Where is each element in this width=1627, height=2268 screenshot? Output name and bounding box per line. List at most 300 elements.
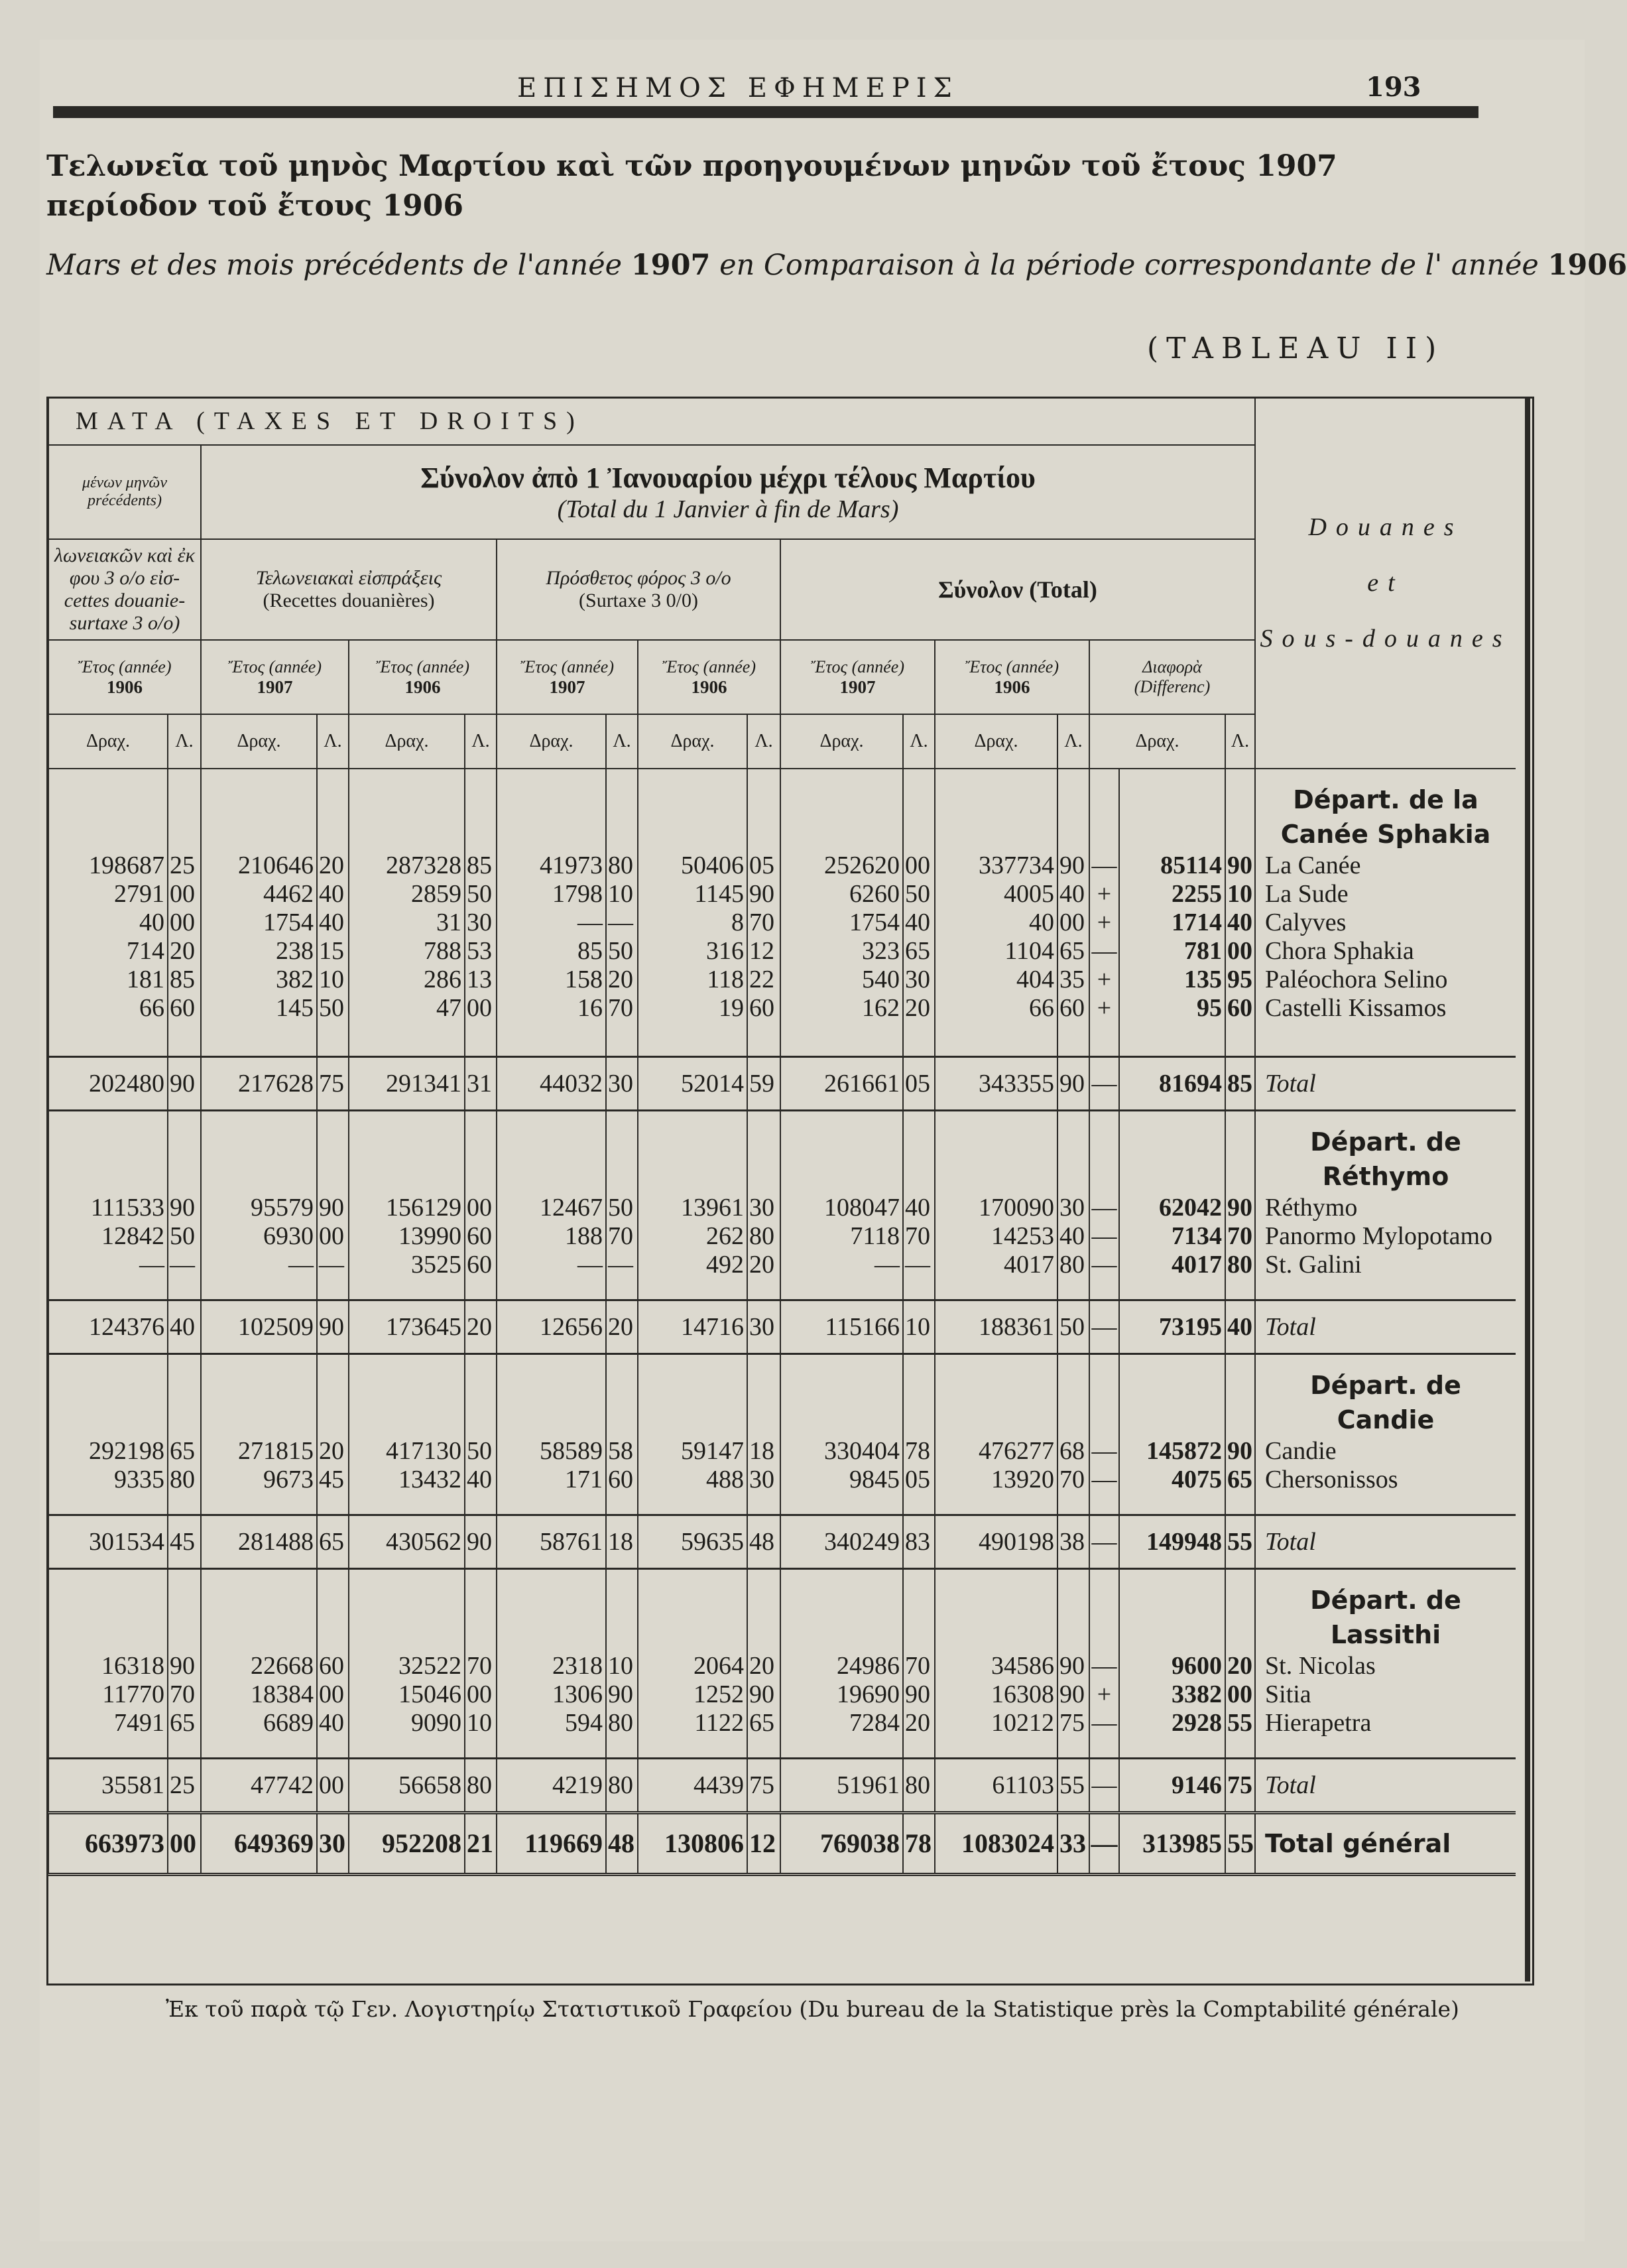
cell-drachmas: 12842 xyxy=(48,1222,168,1251)
cell-lepta: 70 xyxy=(168,1680,201,1709)
cell-lepta: 20 xyxy=(317,1437,349,1466)
section-total-row xyxy=(48,1057,1516,1111)
diff-drachmas: 781 xyxy=(1119,937,1225,966)
diff-lepta: 85 xyxy=(1225,1057,1255,1111)
cell-lepta: 50 xyxy=(465,880,497,909)
douane-name: Candie xyxy=(1255,1437,1516,1466)
cell-drachmas: 11770 xyxy=(48,1680,168,1709)
cell-lepta: 10 xyxy=(903,1300,935,1354)
cell-lepta: 00 xyxy=(168,880,201,909)
diff-sign: — xyxy=(1089,1437,1119,1466)
cell-drachmas: 56658 xyxy=(349,1759,465,1813)
cell-drachmas: 1798 xyxy=(497,880,606,909)
diff-lepta: 75 xyxy=(1225,1759,1255,1813)
department-title: Départ. de Candie xyxy=(1255,1354,1516,1438)
table-row xyxy=(48,994,1516,1023)
cell-lepta: 33 xyxy=(1057,1813,1089,1875)
cell-drachmas: 44032 xyxy=(497,1057,606,1111)
table-row xyxy=(48,1652,1516,1680)
diff-drachmas: 1714 xyxy=(1119,909,1225,937)
cell-lepta: 31 xyxy=(465,1057,497,1111)
table-row xyxy=(48,1222,1516,1251)
cell-lepta: 20 xyxy=(747,1251,780,1279)
cell-drachmas: 171 xyxy=(497,1466,606,1494)
diff-sign: — xyxy=(1089,1251,1119,1279)
douane-name: Panormo Mylopotamo xyxy=(1255,1222,1516,1251)
cell-drachmas: 10212 xyxy=(935,1709,1057,1737)
diff-header: Διαφορὰ (Differenc) xyxy=(1089,640,1255,714)
diff-lepta: 55 xyxy=(1225,1709,1255,1737)
diff-drachmas: 9600 xyxy=(1119,1652,1225,1680)
cell-lepta: 80 xyxy=(747,1222,780,1251)
diff-drachmas: 3382 xyxy=(1119,1680,1225,1709)
cell-lepta: 78 xyxy=(903,1813,935,1875)
section-total-row xyxy=(48,1759,1516,1813)
cell-lepta: 60 xyxy=(747,994,780,1023)
cell-drachmas: 4219 xyxy=(497,1759,606,1813)
cell-drachmas: 6260 xyxy=(780,880,903,909)
cell-lepta: 05 xyxy=(903,1466,935,1494)
heading-line-2: περίοδον τοῦ ἔτους 1906 xyxy=(46,189,463,223)
group-total: Σύνολον (Total) xyxy=(780,539,1255,640)
running-header xyxy=(40,66,1525,106)
table-row xyxy=(48,880,1516,909)
diff-sign: — xyxy=(1089,1709,1119,1737)
cell-lepta: 75 xyxy=(1057,1709,1089,1737)
cell-drachmas: 2318 xyxy=(497,1652,606,1680)
diff-drachmas: 145872 xyxy=(1119,1437,1225,1466)
cell-lepta: 40 xyxy=(903,909,935,937)
tableau-label: (TABLEAU II) xyxy=(1147,332,1445,365)
cell-lepta: 40 xyxy=(317,909,349,937)
diff-lepta: 55 xyxy=(1225,1813,1255,1875)
cell-lepta: 00 xyxy=(168,909,201,937)
cell-drachmas: 102509 xyxy=(201,1300,317,1354)
cell-lepta: 50 xyxy=(606,937,638,966)
cell-drachmas: — xyxy=(201,1251,317,1279)
cell-lepta: 50 xyxy=(317,994,349,1023)
diff-sign: — xyxy=(1089,851,1119,880)
year-header: Ἔτος (année) 1907 xyxy=(497,640,638,714)
unit-drach: Δραχ. xyxy=(497,714,606,769)
group-recettes: Τελωνειακαὶ εἰσπράξεις (Recettes douanières) xyxy=(201,539,497,640)
cell-lepta: 30 xyxy=(317,1813,349,1875)
cell-lepta: 85 xyxy=(168,966,201,994)
cell-lepta: 85 xyxy=(465,851,497,880)
cell-drachmas: 13961 xyxy=(638,1194,747,1222)
cell-lepta: 60 xyxy=(465,1222,497,1251)
cell-lepta: 12 xyxy=(747,937,780,966)
diff-sign: — xyxy=(1089,1813,1119,1875)
cell-drachmas: 34586 xyxy=(935,1652,1057,1680)
diff-sign: — xyxy=(1089,1194,1119,1222)
unit-drach: Δραχ. xyxy=(1089,714,1225,769)
cell-drachmas: 35581 xyxy=(48,1759,168,1813)
table-row xyxy=(48,937,1516,966)
table-row xyxy=(48,1251,1516,1279)
cell-drachmas: 19690 xyxy=(780,1680,903,1709)
cell-lepta: 20 xyxy=(317,851,349,880)
cell-lepta: 00 xyxy=(465,1194,497,1222)
diff-lepta: 20 xyxy=(1225,1652,1255,1680)
cell-drachmas: 492 xyxy=(638,1251,747,1279)
unit-drach: Δραχ. xyxy=(48,714,168,769)
table-row xyxy=(48,1466,1516,1494)
cell-lepta: 25 xyxy=(168,851,201,880)
department-heading-row xyxy=(48,1569,1516,1653)
douane-name: Total xyxy=(1255,1300,1516,1354)
cell-drachmas: — xyxy=(780,1251,903,1279)
cell-lepta: 90 xyxy=(1057,1680,1089,1709)
cell-drachmas: 217628 xyxy=(201,1057,317,1111)
group-surtaxe: Πρόσθετος φόρος 3 ο/ο (Surtaxe 3 0/0) xyxy=(497,539,780,640)
cell-drachmas: 261661 xyxy=(780,1057,903,1111)
diff-lepta: 00 xyxy=(1225,937,1255,966)
cell-drachmas: 1306 xyxy=(497,1680,606,1709)
cell-drachmas: 6930 xyxy=(201,1222,317,1251)
cell-lepta: 30 xyxy=(747,1466,780,1494)
cell-drachmas: 323 xyxy=(780,937,903,966)
cell-drachmas: 85 xyxy=(497,937,606,966)
cell-drachmas: 13990 xyxy=(349,1222,465,1251)
cell-drachmas: 19 xyxy=(638,994,747,1023)
cell-drachmas: 262 xyxy=(638,1222,747,1251)
cell-lepta: 65 xyxy=(747,1709,780,1737)
cell-drachmas: 788 xyxy=(349,937,465,966)
cell-lepta: 90 xyxy=(1057,1652,1089,1680)
section-total-row xyxy=(48,1515,1516,1569)
cell-lepta: 53 xyxy=(465,937,497,966)
cell-drachmas: 47742 xyxy=(201,1759,317,1813)
cell-drachmas: 32522 xyxy=(349,1652,465,1680)
diff-drachmas: 62042 xyxy=(1119,1194,1225,1222)
cell-lepta: 20 xyxy=(606,1300,638,1354)
cell-lepta: 59 xyxy=(747,1057,780,1111)
cell-drachmas: 16308 xyxy=(935,1680,1057,1709)
cell-lepta: 60 xyxy=(465,1251,497,1279)
cell-lepta: 70 xyxy=(747,909,780,937)
cell-drachmas: 202480 xyxy=(48,1057,168,1111)
cell-drachmas: 50406 xyxy=(638,851,747,880)
cell-drachmas: 108047 xyxy=(780,1194,903,1222)
cell-drachmas: 238 xyxy=(201,937,317,966)
cell-drachmas: 340249 xyxy=(780,1515,903,1569)
cell-drachmas: 188361 xyxy=(935,1300,1057,1354)
cell-drachmas: 287328 xyxy=(349,851,465,880)
cell-lepta: 90 xyxy=(168,1057,201,1111)
cell-lepta: 80 xyxy=(1057,1251,1089,1279)
cell-drachmas: 31 xyxy=(349,909,465,937)
diff-drachmas: 4017 xyxy=(1119,1251,1225,1279)
douane-name: Réthymo xyxy=(1255,1194,1516,1222)
cell-drachmas: 52014 xyxy=(638,1057,747,1111)
cell-lepta: 50 xyxy=(606,1194,638,1222)
cell-drachmas: 59147 xyxy=(638,1437,747,1466)
cell-lepta: 15 xyxy=(317,937,349,966)
cell-drachmas: 145 xyxy=(201,994,317,1023)
cell-lepta: — xyxy=(606,909,638,937)
cell-drachmas: 47 xyxy=(349,994,465,1023)
cell-lepta: 78 xyxy=(903,1437,935,1466)
cell-lepta: 70 xyxy=(606,994,638,1023)
diff-drachmas: 4075 xyxy=(1119,1466,1225,1494)
table-row xyxy=(48,1437,1516,1466)
cell-drachmas: 3525 xyxy=(349,1251,465,1279)
cell-drachmas: 210646 xyxy=(201,851,317,880)
cell-lepta: 00 xyxy=(317,1680,349,1709)
cell-drachmas: 158 xyxy=(497,966,606,994)
cell-lepta: 40 xyxy=(317,880,349,909)
cell-drachmas: 118 xyxy=(638,966,747,994)
cell-drachmas: 540 xyxy=(780,966,903,994)
cell-drachmas: 382 xyxy=(201,966,317,994)
table-row xyxy=(48,1194,1516,1222)
cell-lepta: 00 xyxy=(465,1680,497,1709)
douane-name: Total général xyxy=(1255,1813,1516,1875)
cell-lepta: 20 xyxy=(903,994,935,1023)
cell-lepta: 48 xyxy=(606,1813,638,1875)
cell-lepta: 65 xyxy=(1057,937,1089,966)
cell-drachmas: 1754 xyxy=(780,909,903,937)
cell-lepta: 10 xyxy=(317,966,349,994)
cell-lepta: 21 xyxy=(465,1813,497,1875)
table-row xyxy=(48,1709,1516,1737)
cell-drachmas: 15046 xyxy=(349,1680,465,1709)
cell-drachmas: 130806 xyxy=(638,1813,747,1875)
diff-lepta: 00 xyxy=(1225,1680,1255,1709)
diff-sign: + xyxy=(1089,880,1119,909)
unit-drach: Δραχ. xyxy=(201,714,317,769)
cell-drachmas: 4017 xyxy=(935,1251,1057,1279)
cell-drachmas: 9673 xyxy=(201,1466,317,1494)
cell-lepta: 60 xyxy=(317,1652,349,1680)
cell-drachmas: 281488 xyxy=(201,1515,317,1569)
cell-lepta: 10 xyxy=(465,1709,497,1737)
cell-drachmas: 663973 xyxy=(48,1813,168,1875)
diff-sign: — xyxy=(1089,1300,1119,1354)
cell-lepta: 40 xyxy=(1057,880,1089,909)
cell-drachmas: 9845 xyxy=(780,1466,903,1494)
cell-lepta: 50 xyxy=(465,1437,497,1466)
cell-lepta: 65 xyxy=(317,1515,349,1569)
cell-drachmas: 330404 xyxy=(780,1437,903,1466)
statistics-table xyxy=(48,398,1516,1876)
douane-name: La Sude xyxy=(1255,880,1516,909)
cell-lepta: 20 xyxy=(903,1709,935,1737)
year-header: Ἔτος (année) 1906 xyxy=(935,640,1089,714)
diff-lepta: 90 xyxy=(1225,1194,1255,1222)
cell-drachmas: 291341 xyxy=(349,1057,465,1111)
cell-lepta: 30 xyxy=(606,1057,638,1111)
cell-drachmas: 476277 xyxy=(935,1437,1057,1466)
diff-drachmas: 149948 xyxy=(1119,1515,1225,1569)
cell-drachmas: 292198 xyxy=(48,1437,168,1466)
cell-drachmas: 61103 xyxy=(935,1759,1057,1813)
cell-drachmas: 4439 xyxy=(638,1759,747,1813)
diff-sign: — xyxy=(1089,937,1119,966)
douane-name: Paléochora Selino xyxy=(1255,966,1516,994)
douane-name: Hierapetra xyxy=(1255,1709,1516,1737)
cell-lepta: 70 xyxy=(903,1652,935,1680)
cell-drachmas: 156129 xyxy=(349,1194,465,1222)
year-header: Ἔτος (année) 1906 xyxy=(48,640,201,714)
diff-sign: + xyxy=(1089,966,1119,994)
unit-lepta: Λ. xyxy=(903,714,935,769)
cell-lepta: 40 xyxy=(317,1709,349,1737)
cell-lepta: 25 xyxy=(168,1759,201,1813)
table-row xyxy=(48,1680,1516,1709)
diff-drachmas: 9146 xyxy=(1119,1759,1225,1813)
cell-lepta: 12 xyxy=(747,1813,780,1875)
department-heading-row xyxy=(48,769,1516,851)
cell-drachmas: 14253 xyxy=(935,1222,1057,1251)
cell-drachmas: 301534 xyxy=(48,1515,168,1569)
diff-drachmas: 135 xyxy=(1119,966,1225,994)
cell-drachmas: 7118 xyxy=(780,1222,903,1251)
year-header: Ἔτος (année) 1907 xyxy=(201,640,349,714)
cell-lepta: 80 xyxy=(465,1759,497,1813)
cell-drachmas: 173645 xyxy=(349,1300,465,1354)
header-rule xyxy=(53,106,1478,118)
cell-drachmas: 58589 xyxy=(497,1437,606,1466)
cell-lepta: 00 xyxy=(317,1759,349,1813)
diff-drachmas: 7134 xyxy=(1119,1222,1225,1251)
cell-lepta: 13 xyxy=(465,966,497,994)
cell-lepta: — xyxy=(317,1251,349,1279)
douane-name: Sitia xyxy=(1255,1680,1516,1709)
cell-lepta: 58 xyxy=(606,1437,638,1466)
cell-drachmas: 18384 xyxy=(201,1680,317,1709)
cell-drachmas: 170090 xyxy=(935,1194,1057,1222)
left-col-sub: λωνειακῶν καὶ ἐκ φου 3 ο/ο εἰσ- cettes douanie- surtaxe 3 o/o) xyxy=(48,539,201,640)
cell-lepta: 20 xyxy=(465,1300,497,1354)
cell-drachmas: 9335 xyxy=(48,1466,168,1494)
cell-drachmas: 952208 xyxy=(349,1813,465,1875)
douane-name: Calyves xyxy=(1255,909,1516,937)
cell-lepta: 70 xyxy=(465,1652,497,1680)
diff-drachmas: 95 xyxy=(1119,994,1225,1023)
cell-drachmas: 1083024 xyxy=(935,1813,1057,1875)
diff-drachmas: 81694 xyxy=(1119,1057,1225,1111)
cell-lepta: 30 xyxy=(903,966,935,994)
department-heading-row xyxy=(48,1354,1516,1438)
cell-drachmas: 22668 xyxy=(201,1652,317,1680)
cell-lepta: 30 xyxy=(747,1194,780,1222)
cell-drachmas: — xyxy=(48,1251,168,1279)
department-title: Départ. de Lassithi xyxy=(1255,1569,1516,1653)
cell-lepta: 00 xyxy=(317,1222,349,1251)
cell-drachmas: 286 xyxy=(349,966,465,994)
cell-lepta: 30 xyxy=(465,909,497,937)
cell-lepta: 55 xyxy=(1057,1759,1089,1813)
cell-drachmas: 343355 xyxy=(935,1057,1057,1111)
cell-lepta: 30 xyxy=(747,1300,780,1354)
cell-drachmas: 59635 xyxy=(638,1515,747,1569)
douane-name: Chersonissos xyxy=(1255,1466,1516,1494)
cell-drachmas: 14716 xyxy=(638,1300,747,1354)
cell-drachmas: 66 xyxy=(935,994,1057,1023)
cell-lepta: 68 xyxy=(1057,1437,1089,1466)
cell-lepta: 05 xyxy=(903,1057,935,1111)
unit-lepta: Λ. xyxy=(1057,714,1089,769)
cell-drachmas: — xyxy=(497,1251,606,1279)
diff-sign: — xyxy=(1089,1652,1119,1680)
cell-lepta: — xyxy=(606,1251,638,1279)
cell-lepta: 70 xyxy=(1057,1466,1089,1494)
douane-name: Castelli Kissamos xyxy=(1255,994,1516,1023)
cell-drachmas: 490198 xyxy=(935,1515,1057,1569)
cell-drachmas: 40 xyxy=(935,909,1057,937)
douane-name: St. Nicolas xyxy=(1255,1652,1516,1680)
cell-lepta: 65 xyxy=(168,1709,201,1737)
unit-drach: Δραχ. xyxy=(638,714,747,769)
cell-lepta: 90 xyxy=(317,1194,349,1222)
cell-drachmas: 162 xyxy=(780,994,903,1023)
cell-lepta: 00 xyxy=(168,1813,201,1875)
cell-drachmas: 9090 xyxy=(349,1709,465,1737)
cell-drachmas: — xyxy=(497,909,606,937)
cell-drachmas: 124376 xyxy=(48,1300,168,1354)
cell-drachmas: 51961 xyxy=(780,1759,903,1813)
cell-drachmas: 404 xyxy=(935,966,1057,994)
cell-lepta: 38 xyxy=(1057,1515,1089,1569)
cell-drachmas: 8 xyxy=(638,909,747,937)
cell-drachmas: 12656 xyxy=(497,1300,606,1354)
cell-lepta: 20 xyxy=(747,1652,780,1680)
cell-lepta: 40 xyxy=(1057,1222,1089,1251)
cell-lepta: 80 xyxy=(606,1709,638,1737)
unit-lepta: Λ. xyxy=(168,714,201,769)
span-title: Σύνολον ἀπὸ 1 Ἰανουαρίου μέχρι τέλους Μαρτίου (Total du 1 Janvier à fin de Mars) xyxy=(201,445,1255,539)
cell-lepta: 90 xyxy=(317,1300,349,1354)
page-number: 193 xyxy=(1366,72,1421,103)
cell-drachmas: 119669 xyxy=(497,1813,606,1875)
cell-drachmas: 198687 xyxy=(48,851,168,880)
year-header: Ἔτος (année) 1906 xyxy=(349,640,497,714)
table-row xyxy=(48,966,1516,994)
cell-lepta: 18 xyxy=(606,1515,638,1569)
cell-drachmas: 1104 xyxy=(935,937,1057,966)
diff-lepta: 40 xyxy=(1225,909,1255,937)
cell-lepta: 40 xyxy=(903,1194,935,1222)
cell-lepta: 40 xyxy=(168,1300,201,1354)
unit-drach: Δραχ. xyxy=(780,714,903,769)
unit-lepta: Λ. xyxy=(1225,714,1255,769)
diff-lepta: 80 xyxy=(1225,1251,1255,1279)
cell-lepta: 00 xyxy=(903,851,935,880)
cell-lepta: 90 xyxy=(903,1680,935,1709)
cell-lepta: 90 xyxy=(747,1680,780,1709)
cell-lepta: 90 xyxy=(747,880,780,909)
cell-drachmas: 58761 xyxy=(497,1515,606,1569)
cell-drachmas: 6689 xyxy=(201,1709,317,1737)
cell-drachmas: 24986 xyxy=(780,1652,903,1680)
diff-lepta: 60 xyxy=(1225,994,1255,1023)
year-header: Ἔτος (année) 1907 xyxy=(780,640,935,714)
table-row xyxy=(48,909,1516,937)
cell-lepta: 05 xyxy=(747,851,780,880)
diff-lepta: 90 xyxy=(1225,851,1255,880)
diff-drachmas: 85114 xyxy=(1119,851,1225,880)
cell-lepta: 90 xyxy=(465,1515,497,1569)
taxes-header: ΜΑΤΑ (TAXES ET DROITS) xyxy=(48,398,1255,445)
cell-drachmas: 316 xyxy=(638,937,747,966)
cell-drachmas: 1754 xyxy=(201,909,317,937)
cell-lepta: 65 xyxy=(903,937,935,966)
cell-lepta: 40 xyxy=(465,1466,497,1494)
cell-lepta: 83 xyxy=(903,1515,935,1569)
cell-drachmas: 16 xyxy=(497,994,606,1023)
